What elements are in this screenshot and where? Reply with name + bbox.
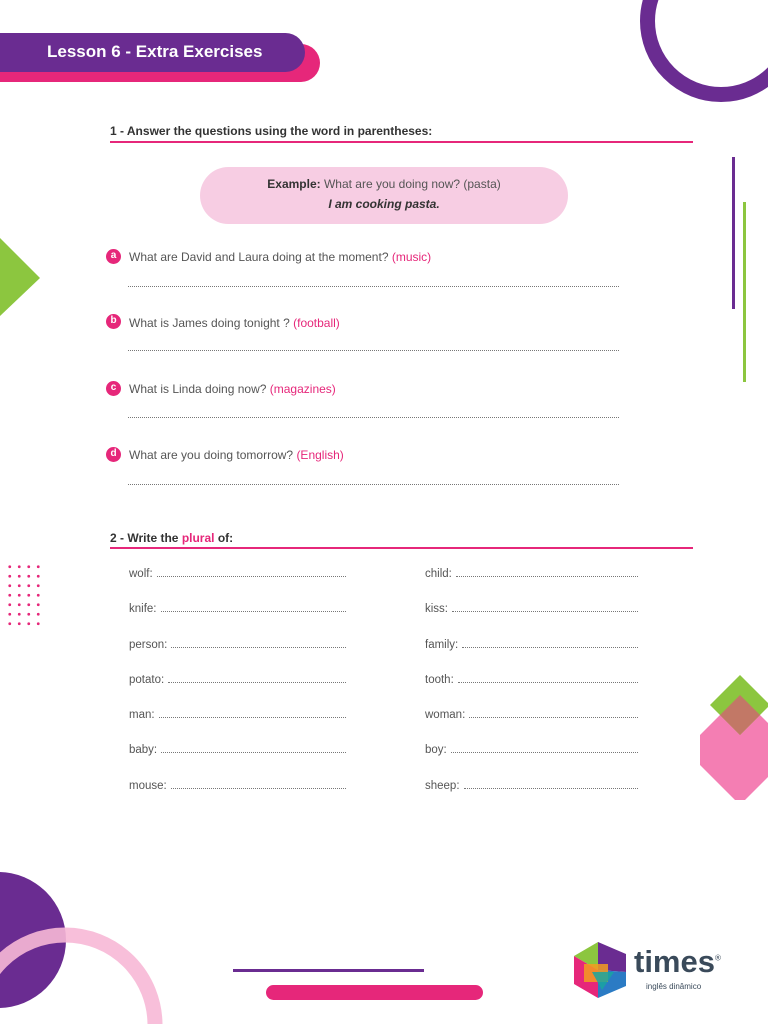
question-d [129,448,344,462]
logo-name: times [634,944,715,979]
question-text: What are you doing tomorrow? [129,448,294,462]
question-hint: (English) [296,448,344,462]
question-letter-badge: c [106,381,121,396]
plural-answer-line[interactable] [456,576,638,577]
answer-line-a[interactable] [128,286,619,287]
page-title: Lesson 6 - Extra Exercises [47,42,263,61]
question-letter-badge: d [106,447,121,462]
plural-answer-line[interactable] [171,647,346,648]
decor-dot-grid [5,562,45,630]
question-b [129,316,340,330]
answer-line-c[interactable] [128,417,619,418]
section2-title [110,531,233,545]
example-question: What are you doing now? (pasta) [323,177,501,191]
plural-answer-line[interactable] [159,717,346,718]
plural-word: kiss: [425,603,448,615]
plural-word: baby: [129,744,158,756]
example-answer: I am cooking pasta. [328,197,440,211]
answer-line-b[interactable] [128,350,619,351]
plural-item [129,674,346,686]
plural-word: boy: [425,744,447,756]
question-text: What is Linda doing now? [129,382,267,396]
question-c [129,382,336,396]
plural-answer-line[interactable] [458,682,638,683]
plural-answer-line[interactable] [451,752,638,753]
decor-bottom-purple-line [233,969,424,972]
answer-line-d[interactable] [128,484,619,485]
plural-word: man: [129,709,155,721]
plural-word: woman: [425,709,466,721]
decor-circles-bottom-left [0,860,180,1024]
plural-answer-line[interactable] [157,576,346,577]
plural-answer-line[interactable] [161,611,347,612]
plural-word: sheep: [425,780,460,792]
plural-word: wolf: [129,568,153,580]
plural-item [425,603,638,615]
decor-green-triangle [0,238,42,318]
question-letter-badge: b [106,314,121,329]
example-box [200,167,568,224]
plural-item [425,639,638,651]
question-hint: (magazines) [269,382,336,396]
plural-word: potato: [129,674,165,686]
plural-item [425,568,638,580]
plural-word: mouse: [129,780,167,792]
decor-bottom-pink-pill [266,985,483,1000]
section2-title-highlight: plural [181,531,215,545]
plural-answer-line[interactable] [452,611,638,612]
plural-word: person: [129,639,168,651]
plural-item [129,568,346,580]
example-label: Example: [267,177,321,191]
question-hint: (football) [293,316,340,330]
decor-diamonds-right [700,670,768,800]
section1-title: 1 - Answer the questions using the word in parentheses: [110,124,433,138]
plural-item [425,744,638,756]
plural-item [129,709,346,721]
decor-vertical-bar-green [743,202,746,382]
question-text: What are David and Laura doing at the moment? [129,250,389,264]
plural-answer-line[interactable] [171,788,346,789]
plural-item [129,639,346,651]
plural-answer-line[interactable] [464,788,638,789]
section2-title-text: 2 - Write the [110,531,179,545]
times-logo-tagline: inglês dinâmico [646,982,702,991]
plural-answer-line[interactable] [462,647,638,648]
question-letter-badge: a [106,249,121,264]
logo-registered-mark: ® [714,953,721,963]
section2-underline [110,547,693,549]
plural-item [425,674,638,686]
decor-ring-top-right [640,0,768,102]
plural-word: child: [425,568,452,580]
plural-item [129,744,346,756]
decor-vertical-bar-purple [732,157,735,309]
plural-item [129,603,346,615]
question-text: What is James doing tonight ? [129,316,290,330]
plural-item [425,780,638,792]
section2-title-suffix: of: [217,531,234,545]
plural-answer-line[interactable] [168,682,346,683]
plural-answer-line[interactable] [161,752,346,753]
plural-item [425,709,638,721]
section1-underline [110,141,693,143]
plural-answer-line[interactable] [469,717,638,718]
plural-item [129,780,346,792]
times-logo-icon [574,942,630,1000]
plural-word: tooth: [425,674,454,686]
question-hint: (music) [391,250,432,264]
times-logo-wordmark [634,944,721,980]
question-a [129,250,431,264]
plural-word: knife: [129,603,157,615]
plural-word: family: [425,639,459,651]
